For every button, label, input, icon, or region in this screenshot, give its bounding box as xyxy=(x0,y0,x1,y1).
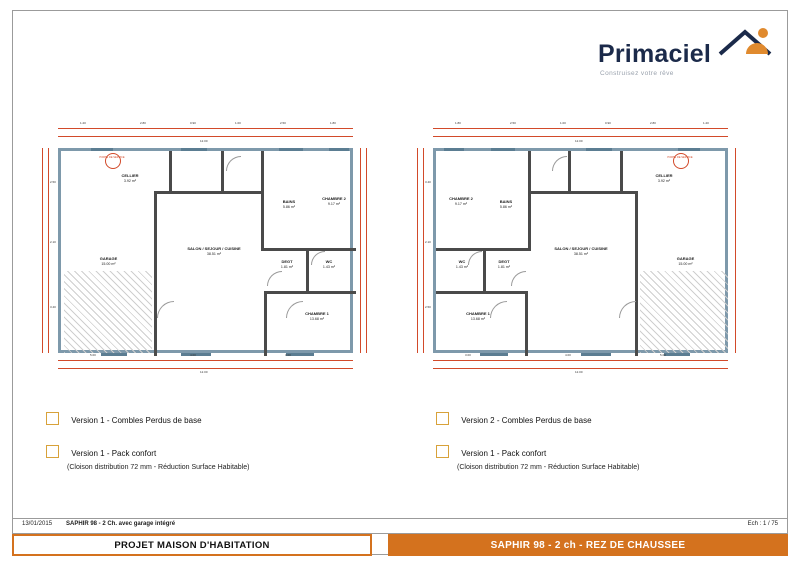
dim-label: 2.80 xyxy=(140,121,146,125)
legend-label: Version 1 - Pack confort xyxy=(461,449,547,458)
footer-date: 13/01/2015 xyxy=(22,521,53,527)
dimension-line-top-2 xyxy=(433,136,728,137)
dim-label: 2.10 xyxy=(50,240,56,244)
door-swing xyxy=(157,301,174,318)
interior-wall xyxy=(306,248,309,293)
dimension-line-top xyxy=(433,128,728,129)
interior-wall xyxy=(483,248,486,293)
interior-wall xyxy=(620,151,623,191)
dimension-line-right xyxy=(735,148,736,353)
legend-row xyxy=(436,412,639,425)
dimension-line-bottom xyxy=(58,360,353,361)
interior-wall xyxy=(568,151,571,191)
footer-scale: Ech : 1 / 75 xyxy=(747,521,778,527)
brand-logo xyxy=(598,24,778,80)
interior-wall xyxy=(528,151,531,251)
floor-plan-version-1 xyxy=(40,120,370,374)
legend-row xyxy=(436,445,639,458)
room-label: SALON / SEJOUR / CUISINE 38.51 m² xyxy=(554,246,608,256)
roof-icon xyxy=(718,24,772,64)
door-swing xyxy=(552,156,567,171)
interior-wall xyxy=(264,291,267,356)
brand-tagline: Construisez votre rêve xyxy=(600,70,674,77)
dimension-line-left xyxy=(423,148,424,353)
interior-wall xyxy=(264,248,356,251)
exterior-walls xyxy=(433,148,728,353)
dim-label: 5.00 xyxy=(90,353,96,357)
room-label: GARAGE 15.00 m² xyxy=(676,256,695,266)
dimension-line-top-2 xyxy=(58,136,353,137)
legend-label: Version 1 - Pack confort xyxy=(71,449,157,458)
window xyxy=(586,148,612,151)
window xyxy=(101,353,127,356)
dimension-line-bottom-2 xyxy=(433,368,728,369)
dim-label: 1.20 xyxy=(703,121,709,125)
footer-reference: SAPHIR 98 - 2 Ch. avec garage intégré xyxy=(66,521,176,527)
exterior-walls xyxy=(58,148,353,353)
dimension-line-bottom xyxy=(433,360,728,361)
legend-row xyxy=(46,412,249,425)
interior-wall xyxy=(261,151,264,251)
dim-label: 3.00 xyxy=(285,353,291,357)
door-swing xyxy=(619,301,636,318)
dim-total-bottom: 12.00 xyxy=(575,370,583,374)
dimension-line-left xyxy=(48,148,49,353)
room-label: CHAMBRE 2 9.17 m² xyxy=(449,196,473,206)
legend-note: (Cloison distribution 72 mm - Réduction Surface Habitable) xyxy=(67,464,250,471)
legend-swatch xyxy=(436,412,449,425)
legend-row xyxy=(46,445,249,458)
window xyxy=(480,353,508,356)
interior-wall xyxy=(154,191,264,194)
callout-label: PORTE DE SERVICE xyxy=(667,156,693,159)
door-swing xyxy=(267,271,282,286)
dim-label: 3.40 xyxy=(425,180,431,184)
garage-hatch xyxy=(64,271,152,353)
legend-left xyxy=(46,412,249,471)
room-label: CHAMBRE 1 13.68 m² xyxy=(305,311,329,321)
interior-wall xyxy=(436,291,528,294)
room-label: CELLIER 3.92 m² xyxy=(121,173,139,183)
dim-label: 1.20 xyxy=(80,121,86,125)
dim-total-bottom: 12.00 xyxy=(200,370,208,374)
legend-note: (Cloison distribution 72 mm - Réduction Surface Habitable) xyxy=(457,464,640,471)
room-label: CHAMBRE 2 9.17 m² xyxy=(322,196,346,206)
dim-label: 2.50 xyxy=(425,305,431,309)
dim-label: 0.90 xyxy=(605,121,611,125)
dim-label: 2.50 xyxy=(50,180,56,184)
banner-project: PROJET MAISON D'HABITATION xyxy=(12,534,372,556)
legend-label: Version 1 - Combles Perdus de base xyxy=(71,416,202,425)
garage-hatch xyxy=(640,271,728,353)
dimension-line-right xyxy=(360,148,361,353)
legend-swatch xyxy=(46,412,59,425)
dim-label: 1.80 xyxy=(330,121,336,125)
window xyxy=(329,148,349,151)
interior-wall xyxy=(525,291,528,356)
window xyxy=(181,148,207,151)
dim-label: 0.90 xyxy=(190,121,196,125)
dimension-line-right-2 xyxy=(366,148,367,353)
dim-label: 4.00 xyxy=(565,353,571,357)
dim-label: 1.80 xyxy=(455,121,461,125)
legend-swatch xyxy=(436,445,449,458)
floor-plan-version-2 xyxy=(415,120,745,374)
legend-right xyxy=(436,412,639,471)
interior-wall xyxy=(221,151,224,191)
window xyxy=(491,148,515,151)
room-label: CHAMBRE 1 13.68 m² xyxy=(466,311,490,321)
dim-total-top: 12.00 xyxy=(200,139,208,143)
dimension-line-top xyxy=(58,128,353,129)
dim-label: 1.00 xyxy=(560,121,566,125)
interior-wall xyxy=(154,191,157,356)
dim-label: 2.50 xyxy=(280,121,286,125)
dim-label: 3.40 xyxy=(50,305,56,309)
dim-total-top: 12.00 xyxy=(575,139,583,143)
dimension-line-bottom-2 xyxy=(58,368,353,369)
window xyxy=(664,353,690,356)
room-label: SALON / SEJOUR / CUISINE 38.51 m² xyxy=(187,246,241,256)
room-label: DEGT 1.81 m² xyxy=(497,259,511,269)
legend-label: Version 2 - Combles Perdus de base xyxy=(461,416,592,425)
room-label: DEGT 1.81 m² xyxy=(280,259,294,269)
window xyxy=(678,148,700,151)
window xyxy=(181,353,211,356)
door-swing xyxy=(226,156,241,171)
callout-label: PORTE DE SERVICE xyxy=(99,156,125,159)
footer-divider xyxy=(12,518,788,519)
interior-wall xyxy=(436,248,528,251)
interior-wall xyxy=(635,191,638,356)
dim-label: 3.00 xyxy=(465,353,471,357)
dim-label: 5.00 xyxy=(660,353,666,357)
interior-wall xyxy=(169,151,172,191)
room-label: CELLIER 3.92 m² xyxy=(655,173,673,183)
interior-wall xyxy=(528,191,638,194)
interior-wall xyxy=(264,291,356,294)
dim-label: 1.00 xyxy=(235,121,241,125)
dim-label: 4.00 xyxy=(190,353,196,357)
legend-swatch xyxy=(46,445,59,458)
dim-label: 2.10 xyxy=(425,240,431,244)
window xyxy=(279,148,303,151)
dimension-line-left-2 xyxy=(42,148,43,353)
room-label: WC 1.43 m² xyxy=(455,259,469,269)
window xyxy=(581,353,611,356)
banner-model: SAPHIR 98 - 2 ch - REZ DE CHAUSSEE xyxy=(388,534,788,556)
door-swing xyxy=(511,271,526,286)
window xyxy=(444,148,464,151)
dim-label: 2.50 xyxy=(510,121,516,125)
dim-label: 2.80 xyxy=(650,121,656,125)
room-label: WC 1.43 m² xyxy=(322,259,336,269)
room-label: BAINS 5.86 m² xyxy=(499,199,513,209)
window xyxy=(91,148,113,151)
title-banner xyxy=(12,533,788,556)
brand-name: Primaciel xyxy=(598,40,711,68)
room-label: GARAGE 15.00 m² xyxy=(99,256,118,266)
room-label: BAINS 5.86 m² xyxy=(282,199,296,209)
dimension-line-left-2 xyxy=(417,148,418,353)
